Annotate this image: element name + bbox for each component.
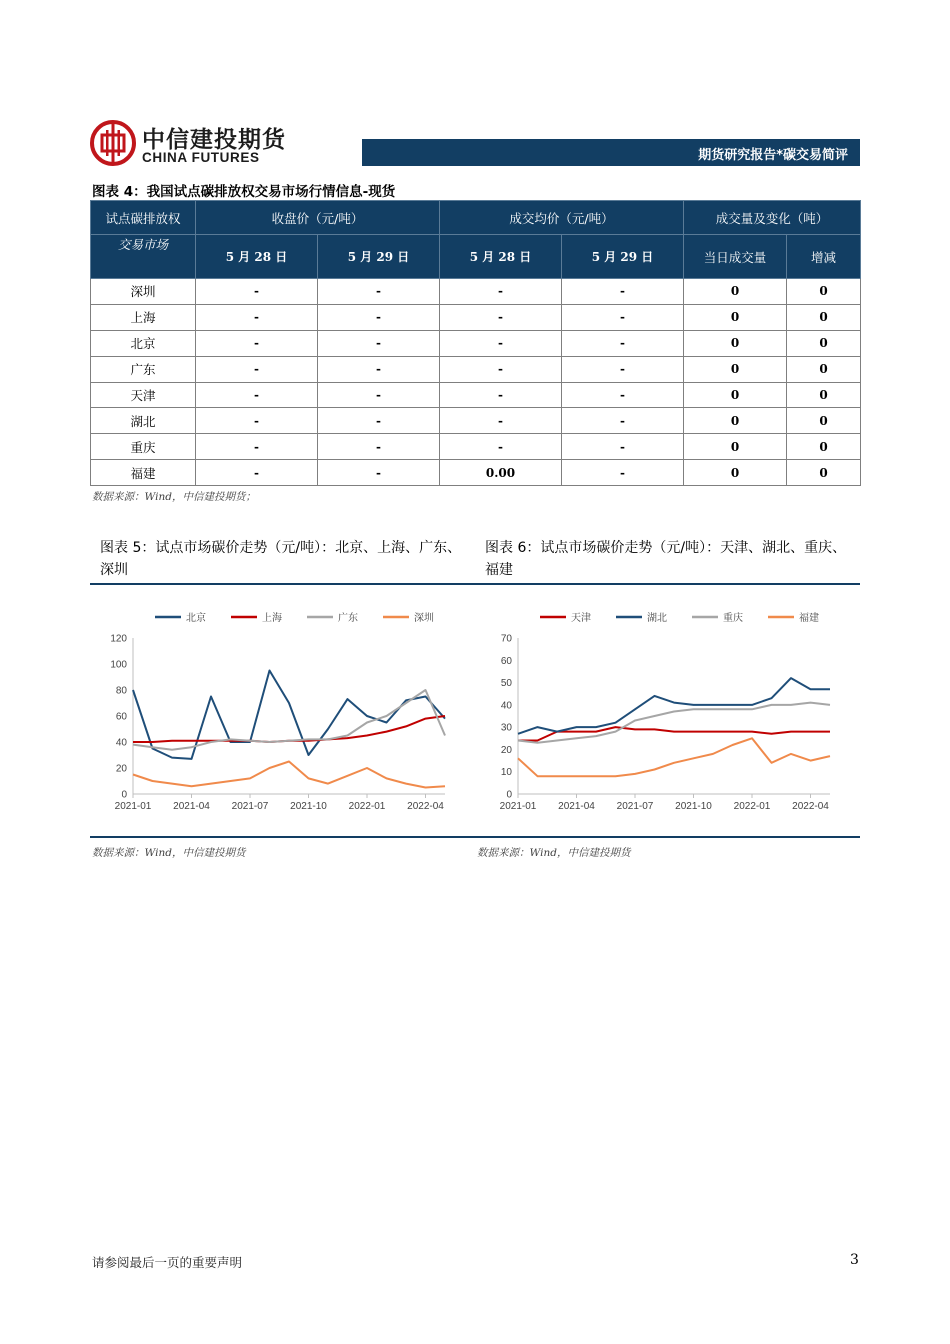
value-cell: - [318,460,440,486]
market-cell: 重庆 [91,434,196,460]
value-cell: - [440,330,562,356]
brand-name-cn: 中信建投期货 [142,127,286,153]
head-close-price: 收盘价（元/吨） [196,201,440,235]
head-volume: 成交量及变化（吨） [684,201,861,235]
y-tick-label: 60 [500,655,512,667]
table-row [91,356,861,382]
value-cell: 0 [684,382,787,408]
table-row [91,460,861,486]
value-cell: - [562,279,684,305]
value-cell: - [196,434,318,460]
table-row [91,382,861,408]
series-line-上海 [133,716,445,742]
divider-bottom [90,836,860,838]
value-cell: - [318,382,440,408]
value-cell: 0 [684,356,787,382]
y-tick-label: 100 [110,659,127,671]
x-tick-label: 2021-01 [114,801,152,812]
head-sub-date: 5 月 28 日 [440,235,562,279]
table-row [91,330,861,356]
value-cell: - [318,408,440,434]
value-cell: 0 [684,304,787,330]
value-cell: - [440,434,562,460]
market-cell: 福建 [91,460,196,486]
chart6-source-note: 数据来源：Wind，中信建投期货 [477,847,631,859]
legend-label: 福建 [799,613,819,624]
head-sub-date: 5 月 29 日 [562,235,684,279]
market-cell: 湖北 [91,408,196,434]
value-cell: - [562,304,684,330]
header-bar [362,139,860,166]
legend-label: 上海 [262,613,282,624]
y-tick-label: 120 [110,633,127,645]
y-tick-label: 70 [500,633,512,645]
legend-label: 北京 [186,613,206,624]
series-line-重庆 [518,703,830,743]
series-line-湖北 [518,678,830,734]
value-cell: - [318,304,440,330]
value-cell: - [196,304,318,330]
table-row [91,434,861,460]
value-cell: - [318,356,440,382]
y-tick-label: 80 [115,685,127,697]
table-row [91,408,861,434]
legend-label: 广东 [338,613,358,624]
y-tick-label: 20 [115,763,127,775]
series-line-深圳 [133,762,445,788]
value-cell: - [562,382,684,408]
value-cell: - [562,460,684,486]
value-cell: 0.00 [440,460,562,486]
market-cell: 深圳 [91,279,196,305]
chart5-title: 图表 5：试点市场碳价走势（元/吨）：北京、上海、广东、深圳 [100,540,462,578]
table-source-note: 数据来源：Wind，中信建投期货； [92,491,256,503]
y-tick-label: 0 [121,789,127,801]
value-cell: 0 [787,304,861,330]
chart5-source-note: 数据来源：Wind，中信建投期货 [92,847,246,859]
x-tick-label: 2021-01 [499,801,537,812]
value-cell: - [318,279,440,305]
value-cell: - [440,356,562,382]
head-sub-date: 5 月 29 日 [318,235,440,279]
value-cell: - [440,279,562,305]
value-cell: 0 [787,356,861,382]
value-cell: 0 [684,460,787,486]
disclaimer-note: 请参阅最后一页的重要声明 [92,1255,243,1270]
table-title: 图表 4：我国试点碳排放权交易市场行情信息-现货 [92,184,396,200]
value-cell: - [562,356,684,382]
value-cell: 0 [787,330,861,356]
value-cell: - [562,408,684,434]
head-sub-change: 增减 [787,235,861,279]
report-type-label: 期货研究报告*碳交易简评 [698,148,848,163]
y-tick-label: 40 [500,700,512,712]
value-cell: 0 [787,382,861,408]
value-cell: 0 [684,408,787,434]
series-line-福建 [518,738,830,776]
market-cell: 北京 [91,330,196,356]
value-cell: 0 [787,434,861,460]
value-cell: - [196,356,318,382]
value-cell: - [318,434,440,460]
head-sub-date: 5 月 28 日 [196,235,318,279]
x-tick-label: 2021-04 [173,801,210,812]
market-table [90,200,861,486]
value-cell: 0 [684,330,787,356]
y-tick-label: 40 [115,737,127,749]
table-row [91,279,861,305]
x-tick-label: 2021-10 [290,801,327,812]
value-cell: 0 [787,279,861,305]
x-tick-label: 2021-04 [558,801,595,812]
y-tick-label: 20 [500,744,512,756]
value-cell: 0 [787,408,861,434]
value-cell: - [196,460,318,486]
page-number: 3 [850,1252,859,1268]
value-cell: - [196,279,318,305]
value-cell: - [440,382,562,408]
company-logo-icon [90,118,136,168]
divider-top [90,583,860,585]
legend-label: 湖北 [647,613,667,624]
chart6-title: 图表 6：试点市场碳价走势（元/吨）：天津、湖北、重庆、福建 [485,540,847,578]
value-cell: - [196,408,318,434]
x-tick-label: 2022-04 [792,801,829,812]
chart5-line-chart [100,598,465,826]
value-cell: 0 [787,460,861,486]
x-tick-label: 2021-07 [231,801,269,812]
value-cell: - [318,330,440,356]
value-cell: - [440,304,562,330]
table-row [91,304,861,330]
market-cell: 广东 [91,356,196,382]
value-cell: 0 [684,434,787,460]
brand-name-en: CHINA FUTURES [142,150,260,165]
y-tick-label: 0 [506,789,512,801]
head-market-line1: 试点碳排放权 [91,201,196,235]
x-tick-label: 2021-10 [675,801,712,812]
x-tick-label: 2022-01 [733,801,771,812]
market-cell: 天津 [91,382,196,408]
legend-label: 深圳 [414,613,434,624]
y-tick-label: 60 [115,711,127,723]
value-cell: - [196,382,318,408]
value-cell: 0 [684,279,787,305]
y-tick-label: 50 [500,678,512,690]
head-sub-volume: 当日成交量 [684,235,787,279]
x-tick-label: 2022-04 [407,801,444,812]
head-avg-price: 成交均价（元/吨） [440,201,684,235]
chart6-line-chart [485,598,850,826]
y-tick-label: 10 [500,767,512,779]
legend-label: 重庆 [723,613,743,624]
x-tick-label: 2022-01 [348,801,386,812]
value-cell: - [440,408,562,434]
head-market-line2: 交易市场 [91,235,196,279]
y-tick-label: 30 [500,722,512,734]
value-cell: - [196,330,318,356]
series-line-北京 [133,671,445,759]
legend-label: 天津 [571,613,591,624]
value-cell: - [562,330,684,356]
x-tick-label: 2021-07 [616,801,654,812]
market-cell: 上海 [91,304,196,330]
value-cell: - [562,434,684,460]
